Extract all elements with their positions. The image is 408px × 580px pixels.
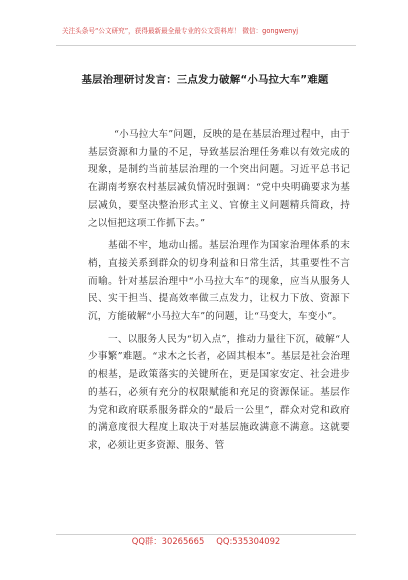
body-paragraph-2: 基础不牢，地动山摇。基层治理作为国家治理体系的末梢，直接关系到群众的切身利益和日常生活，其重要性不言而喻。针对基层治理中“小马拉大车”的现象，应当从服务人民、实干担当、提高效率做三点发力，让权力下放、资源下沉，方能破解“小马拉大车”的问题，让“马变大，车变小”。: [88, 240, 350, 323]
header-divider: [56, 45, 356, 46]
footer-contact: [56, 535, 356, 547]
footer-qq-group: QQ群：30265665: [131, 536, 205, 546]
header-notice: 关注头条号“公文研究”，获得最新最全最专业的公文资料库！ 微信：gongwenyj: [62, 27, 299, 35]
document-body: [88, 126, 350, 460]
body-paragraph-3: 一、以服务人民为“切入点”，推动力量往下沉，破解“人少事繁”难题。“求木之长者，必固其根本”。基层是社会治理的根基，是政策落实的关键所在，更是国家安定、社会进步的基石，必须有充分的权限赋能和充足的资源保证。基层作为党和政府联系服务群众的“最后一公里”，群众对党和政府的满意度很大程度上取决于对基层施政满意不满意。这就要求，必须让更多资源、服务、管: [88, 333, 350, 451]
body-paragraph-1: “小马拉大车”问题，反映的是在基层治理过程中，由于基层资源和力量的不足，导致基层治理任务难以有效完成的现象，是制约当前基层治理的一个突出问题。习近平总书记在湖南考察农村基层减负情况时强调：“党中央明确要求为基层减负，要坚决整治形式主义、官僚主义问题精兵简政，持之以恒把这项工作抓下去。”: [88, 129, 350, 229]
document-title: 基层治理研讨发言：三点发力破解“小马拉大车”难题: [81, 74, 329, 86]
footer-qq: QQ:535304092: [216, 536, 281, 546]
